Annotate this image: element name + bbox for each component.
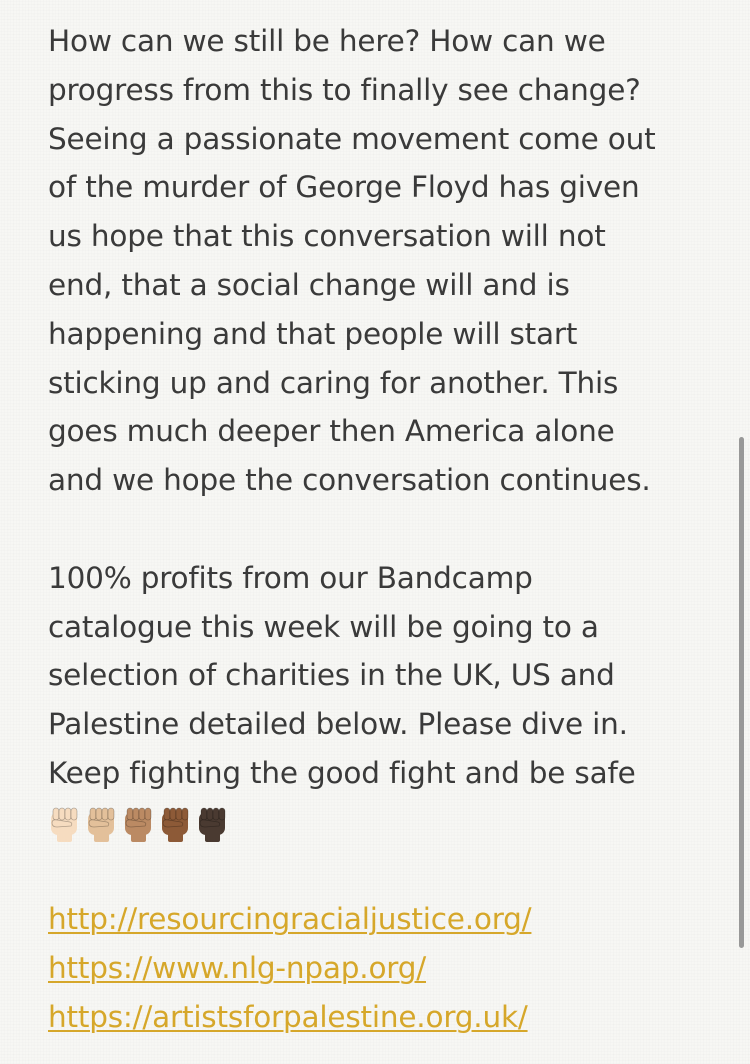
- note-body[interactable]: [48, 17, 728, 1042]
- blank-line: [48, 847, 728, 896]
- link-artists-for-palestine[interactable]: https://artistsforpalestine.org.uk/: [48, 999, 528, 1034]
- raised-fist-medium-dark-skin-tone-icon: [159, 806, 191, 842]
- raised-fist-light-skin-tone-icon: [48, 806, 80, 842]
- raised-fists-row: [48, 798, 728, 847]
- raised-fist-dark-skin-tone-icon: [196, 806, 228, 842]
- note-paragraph-2: 100% profits from our Bandcamp catalogue this week will be going to a selection of charities in the UK, US and Palestine detailed below. Please dive in. Keep fighting the good fight and be safe: [48, 560, 636, 790]
- blank-line: [48, 505, 728, 554]
- raised-fist-medium-light-skin-tone-icon: [85, 806, 117, 842]
- link-nlg-npap[interactable]: https://www.nlg-npap.org/: [48, 951, 426, 986]
- link-resourcing-racial-justice[interactable]: http://resourcingracialjustice.org/: [48, 902, 532, 937]
- vertical-scrollbar[interactable]: [739, 437, 744, 948]
- charity-links: [48, 895, 728, 1041]
- raised-fist-medium-skin-tone-icon: [122, 806, 154, 842]
- note-paragraph-1: How can we still be here? How can we progress from this to finally see change? Seeing a passionate movement come out of the murder of George Floyd has given us hope that this conversation will not end, that a social change will and is happening and that people will start sticking up and caring for another. This goes much deeper then America alone and we hope the conversation continues.: [48, 24, 656, 498]
